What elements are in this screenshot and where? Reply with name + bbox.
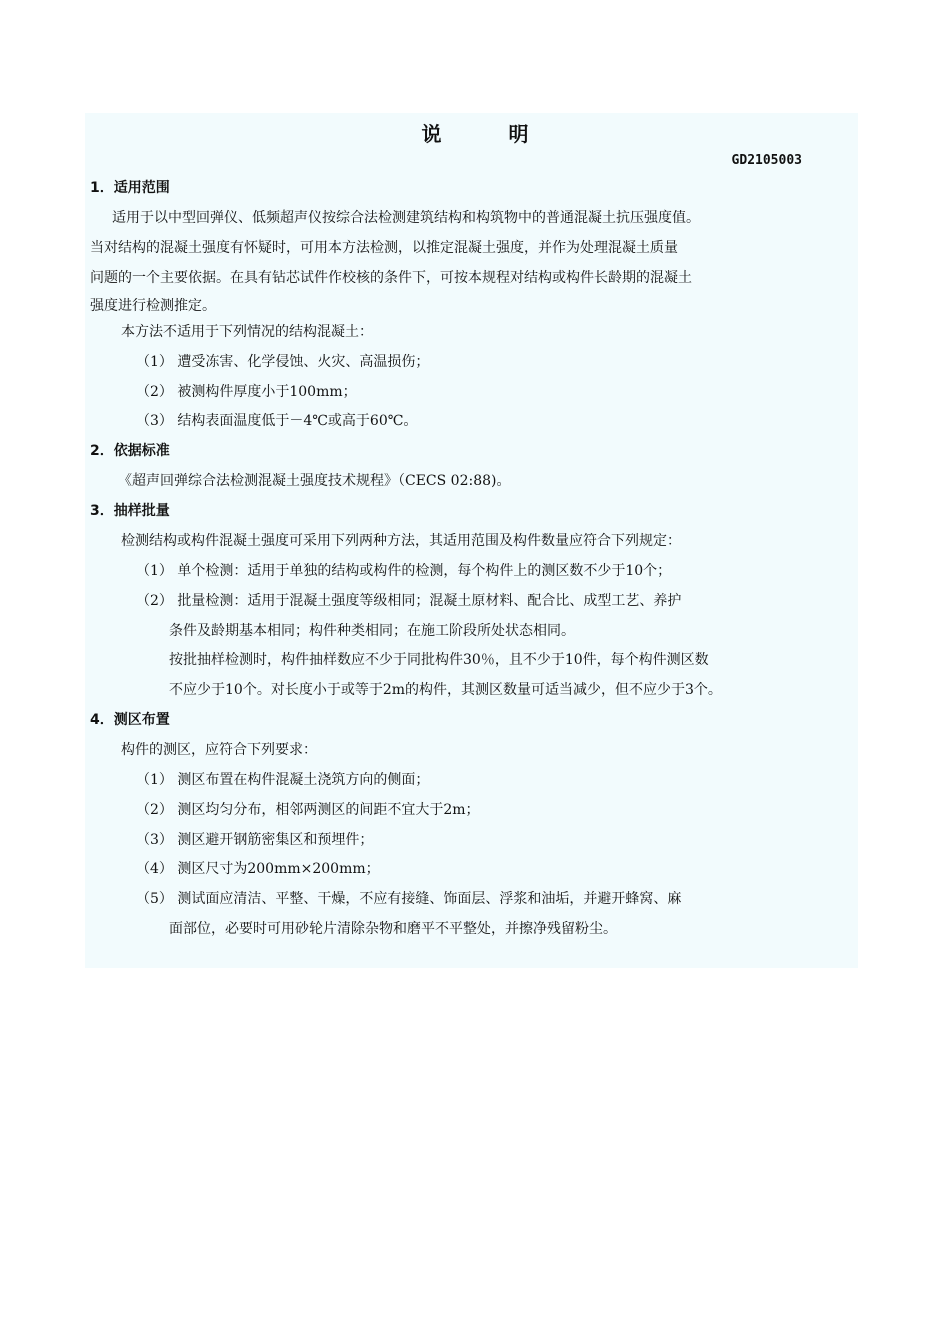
- paragraph-line: 当对结构的混凝土强度有怀疑时，可用本方法检测，以推定混凝土强度，并作为处理混凝土质量: [90, 240, 678, 256]
- list-item: （4） 测区尺寸为200mm×200mm；: [136, 861, 380, 877]
- list-item: （2） 被测构件厚度小于100mm；: [136, 384, 357, 400]
- list-item: （1） 测区布置在构件混凝土浇筑方向的侧面；: [136, 772, 430, 788]
- list-item: （5） 测试面应清洁、平整、干燥，不应有接缝、饰面层、浮浆和油垢，并避开蜂窝、麻: [136, 891, 682, 907]
- list-item-continuation: 条件及龄期基本相同；构件种类相同；在施工阶段所处状态相同。: [169, 623, 575, 639]
- list-item-continuation: 不应少于10个。对长度小于或等于2m的构件，其测区数量可适当减少，但不应少于3个。: [169, 682, 722, 698]
- section-heading-test-zone: 4．测区布置: [90, 712, 170, 728]
- paragraph-line: 强度进行检测推定。: [90, 298, 216, 314]
- list-item: （3） 结构表面温度低于－4℃或高于60℃。: [136, 413, 418, 429]
- section-heading-standard: 2．依据标准: [90, 443, 170, 459]
- paragraph-line: 问题的一个主要依据。在具有钻芯试件作校核的条件下，可按本规程对结构或构件长龄期的混凝土: [90, 270, 692, 286]
- paragraph-line: 本方法不适用于下列情况的结构混凝土：: [121, 324, 373, 340]
- page-title: 说 明: [421, 122, 559, 146]
- list-item: （1） 遭受冻害、化学侵蚀、火灾、高温损伤；: [136, 354, 430, 370]
- paragraph-line: 适用于以中型回弹仪、低频超声仪按综合法检测建筑结构和构筑物中的普通混凝土抗压强度值。: [112, 210, 700, 226]
- paragraph-line: 检测结构或构件混凝土强度可采用下列两种方法，其适用范围及构件数量应符合下列规定：: [121, 533, 681, 549]
- section-heading-scope: 1．适用范围: [90, 180, 170, 196]
- list-item: （2） 测区均匀分布，相邻两测区的间距不宜大于2m；: [136, 802, 480, 818]
- paragraph-line: 《超声回弹综合法检测混凝土强度技术规程》（CECS 02:88)。: [118, 473, 511, 489]
- document-number: GD2105003: [731, 153, 802, 168]
- paragraph-line: 构件的测区，应符合下列要求：: [121, 742, 317, 758]
- list-item: （1） 单个检测：适用于单独的结构或构件的检测，每个构件上的测区数不少于10个；: [136, 563, 672, 579]
- list-item-continuation: 按批抽样检测时，构件抽样数应不少于同批构件30％，且不少于10件，每个构件测区数: [169, 652, 709, 668]
- list-item: （3） 测区避开钢筋密集区和预埋件；: [136, 832, 374, 848]
- list-item: （2） 批量检测：适用于混凝土强度等级相同；混凝土原材料、配合比、成型工艺、养护: [136, 593, 682, 609]
- section-heading-sampling: 3．抽样批量: [90, 503, 170, 519]
- list-item-continuation: 面部位，必要时可用砂轮片清除杂物和磨平不平整处，并擦净残留粉尘。: [169, 921, 617, 937]
